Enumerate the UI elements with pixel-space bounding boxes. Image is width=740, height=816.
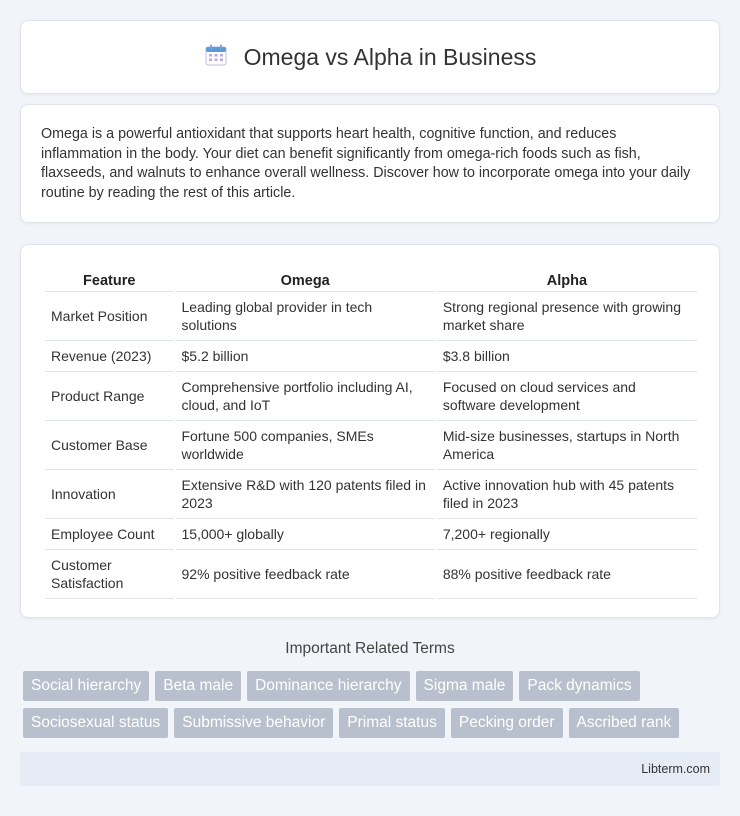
table-row <box>45 421 697 470</box>
omega-cell: Leading global provider in tech solutions <box>176 292 435 341</box>
omega-cell: $5.2 billion <box>176 341 435 372</box>
feature-cell: Innovation <box>45 470 174 519</box>
omega-cell: Fortune 500 companies, SMEs worldwide <box>176 421 435 470</box>
tag-submissive-behavior[interactable]: Submissive behavior <box>174 708 333 738</box>
alpha-cell: Focused on cloud services and software development <box>437 372 697 421</box>
header-omega: Omega <box>176 265 435 292</box>
feature-cell: Product Range <box>45 372 174 421</box>
tag-row <box>23 708 723 738</box>
alpha-cell: Active innovation hub with 45 patents filed in 2023 <box>437 470 697 519</box>
tag-social-hierarchy[interactable]: Social hierarchy <box>23 671 149 701</box>
omega-cell: 92% positive feedback rate <box>176 550 435 599</box>
tag-dominance-hierarchy[interactable]: Dominance hierarchy <box>247 671 409 701</box>
tag-ascribed-rank[interactable]: Ascribed rank <box>569 708 680 738</box>
comparison-table <box>43 265 699 599</box>
table-row <box>45 470 697 519</box>
table-row <box>45 292 697 341</box>
feature-cell: Customer Satisfaction <box>45 550 174 599</box>
table-row <box>45 550 697 599</box>
page-title: Omega vs Alpha in Business <box>243 43 537 70</box>
comparison-card <box>20 244 720 618</box>
footer <box>20 752 720 786</box>
tag-row <box>23 671 723 701</box>
header-alpha: Alpha <box>437 265 697 292</box>
feature-cell: Employee Count <box>45 519 174 550</box>
calendar-icon <box>204 43 228 72</box>
table-row <box>45 519 697 550</box>
tag-sigma-male[interactable]: Sigma male <box>416 671 514 701</box>
alpha-cell: Mid-size businesses, startups in North America <box>437 421 697 470</box>
table-row <box>45 372 697 421</box>
tag-pecking-order[interactable]: Pecking order <box>451 708 563 738</box>
tag-sociosexual-status[interactable]: Sociosexual status <box>23 708 168 738</box>
header-card <box>20 20 720 94</box>
alpha-cell: 88% positive feedback rate <box>437 550 697 599</box>
feature-cell: Customer Base <box>45 421 174 470</box>
header-feature: Feature <box>45 265 174 292</box>
omega-cell: Extensive R&D with 120 patents filed in 2023 <box>176 470 435 519</box>
alpha-cell: $3.8 billion <box>437 341 697 372</box>
related-terms <box>23 671 723 745</box>
feature-cell: Revenue (2023) <box>45 341 174 372</box>
footer-link[interactable]: Libterm.com <box>641 762 710 776</box>
intro-card <box>20 104 720 223</box>
tag-pack-dynamics[interactable]: Pack dynamics <box>519 671 639 701</box>
feature-cell: Market Position <box>45 292 174 341</box>
alpha-cell: Strong regional presence with growing market share <box>437 292 697 341</box>
alpha-cell: 7,200+ regionally <box>437 519 697 550</box>
intro-text: Omega is a powerful antioxidant that supports heart health, cognitive function, and reduces inflammation in the body. Your diet can benefit significantly from omega-rich foods such as fish, flaxseeds, and walnuts to enhance overall wellness. Discover how to incorporate omega into your daily routine by reading the rest of this article. <box>41 126 691 201</box>
omega-cell: Comprehensive portfolio including AI, cloud, and IoT <box>176 372 435 421</box>
related-terms-title: Important Related Terms <box>285 640 455 657</box>
table-row <box>45 341 697 372</box>
omega-cell: 15,000+ globally <box>176 519 435 550</box>
tag-beta-male[interactable]: Beta male <box>155 671 241 701</box>
tag-primal-status[interactable]: Primal status <box>339 708 445 738</box>
